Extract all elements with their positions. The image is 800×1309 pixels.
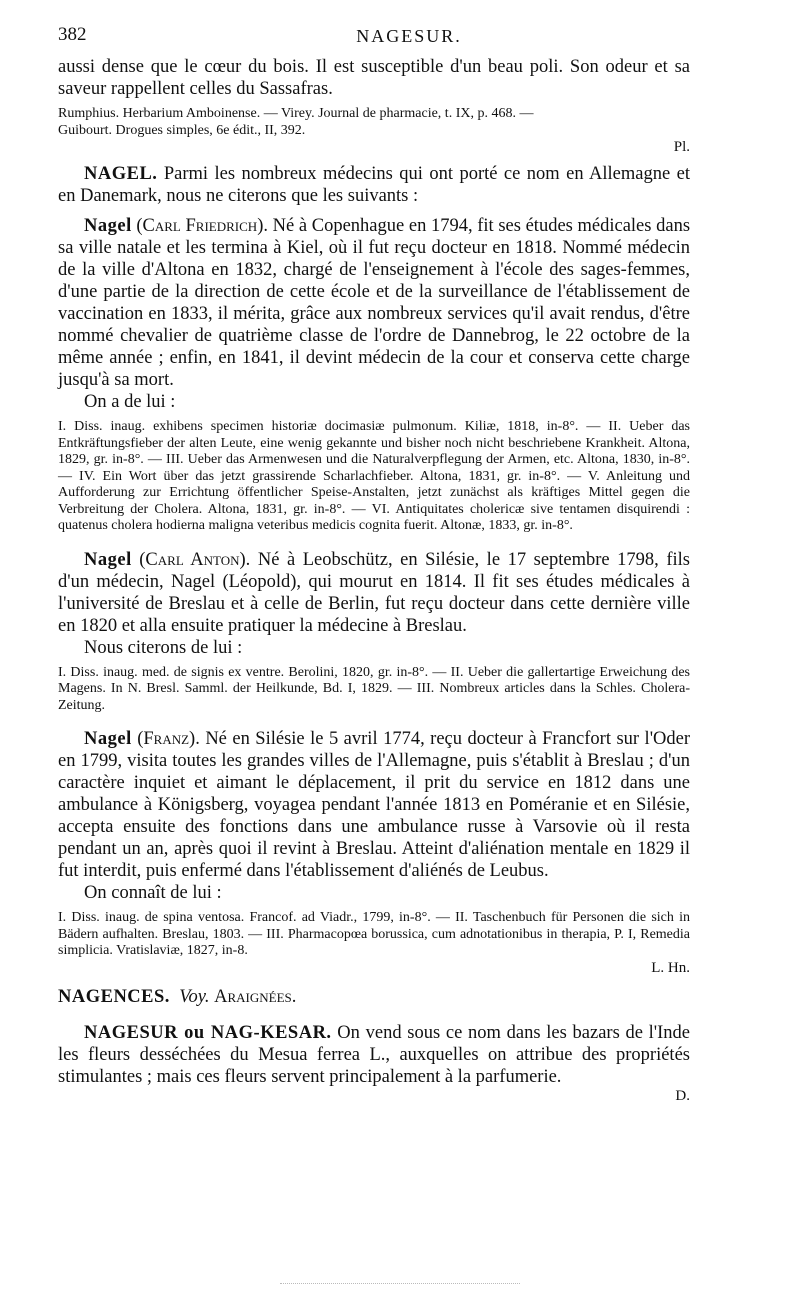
carl-anton-text: Né à Leobschütz, en Silésie, le 17 septembre 1798, fils d'un médecin, Nagel (Léopold), qui mourut en 1814. Il fit ses études médicales à l'université de Breslau et à celle de Berlin, fut reçu docteur dans cette dernière ville en 1820 et alla ensuite pratiquer la médecine à Breslau. [58,549,690,636]
page-number: 382 [58,24,87,45]
page-header [58,24,760,54]
sassafras-continuation: aussi dense que le cœur du bois. Il est susceptible d'un beau poli. Son odeur et sa saveur rappellent celles du Sassafras. [58,57,690,99]
carl-anton-given: (Carl Anton). [139,549,251,570]
nagel-text: Parmi les nombreux médecins qui ont porté ce nom en Allemagne et en Danemark, nous ne citerons que les suivants : [58,164,690,206]
nagesur-entry [58,1022,690,1088]
franz-given: (Franz). [137,729,200,749]
nagesur-text: On vend sous ce nom dans les bazars de l'Inde les fleurs desséchées du Mesua ferrea L., auxquelles on attribue des propriétés stimulantes ; mais ces fleurs servent principalement à la parfumerie. [58,1022,690,1087]
carl-friedrich-entry [58,215,690,391]
carl-friedrich-name: Nagel [84,216,132,236]
carl-anton-intro: Nous citerons de lui : [84,637,243,658]
carl-friedrich-intro: On a de lui : [84,392,176,412]
nagences-crossref: Araignées. [214,986,297,1007]
sassafras-refs-2: Guibourt. Drogues simples, 6e édit., II, 392. [58,122,306,138]
running-head: NAGESUR. [356,26,462,46]
franz-entry [58,728,690,882]
carl-anton-name: Nagel [84,549,132,570]
nagences-entry [58,986,690,1008]
nagences-headword: NAGENCES. [58,986,170,1007]
carl-anton-works: I. Diss. inaug. med. de signis ex ventre. Berolini, 1820, gr. in-8°. — II. Ueber die gallertartige Erweichung des Magens. In N. Bresl. Samml. der Heilkunde, Bd. I, 1829. — III. Nombreux articles dans la Schles. Cholera-Zeitung. [58,664,690,713]
franz-works: I. Diss. inaug. de spina ventosa. Francof. ad Viadr., 1799, in-8°. — II. Taschenbuch für Personen die sich in Bädern aufhalten. Breslau, 1803. — III. Pharmacopœa borussica, cum adnotationibus in therapia, P. I, Remedia simplicia. Vratislaviæ, 1827, in-8. [58,910,690,958]
nagesur-headword: NAGESUR ou NAG-KESAR. [84,1022,332,1043]
page-body [58,56,690,1104]
franz-signature: L. Hn. [651,959,690,976]
franz-name: Nagel [84,729,132,749]
franz-intro: On connaît de lui : [84,883,222,903]
nagel-entry [58,163,690,207]
carl-anton-entry [58,549,690,637]
sassafras-refs-1: Rumphius. Herbarium Amboinense. — Virey. Journal de pharmacie, t. IX, p. 468. — [58,106,534,121]
nagences-voy: Voy. [179,986,210,1007]
carl-friedrich-works: I. Diss. inaug. exhibens specimen historiæ docimasiæ pulmonum. Kiliæ, 1818, in-8°. — II. Ueber das Entkräftungsfieber der alten Leute, eine wenig gekannte und bisher noch nicht beschriebene Krankheit. Altona, 1829, gr. in-8°. — III. Ueber das Armenwesen und die Naturalverpflegung der Armen, etc. Altona, 1830, in-8°. — IV. Ein Wort über das jetzt grassirende Scharlachfieber. Altona, 1831, gr. in-8°. — V. Anleitung und Aufforderung zur Errichtung öffentlicher Speise-Anstalten, jetzt zunächst als kräftiges Mittel gegen die Verbreitung der Cholera. Altona, 1831, gr. in-8°. — VI. Antiquitates cholericæ sive tentamen disquirendi : quatenus cholera hodierna maligna veteribus medicis cognita fuerit. Altonæ, 1833, gr. in-8°. [58,419,690,533]
franz-text: Né en Silésie le 5 avril 1774, reçu docteur à Francfort sur l'Oder en 1799, visita toutes les grandes villes de l'Allemagne, puis s'établit à Breslau ; d'un caractère inquiet et aimant le déplacement, il prit du service en 1812 dans une ambulance à Königsberg, voyagea pendant l'année 1813 en Poméranie et en Silésie, accepta ensuite des fonctions dans une ambulance russe à Varsovie où il resta pendant un an, après quoi il revint à Breslau. Atteint d'aliénation mentale en 1829 il fut interdit, puis enfermé dans l'établissement d'aliénés de Leubus. [58,729,691,881]
carl-friedrich-text: Né à Copenhague en 1794, fit ses études médicales dans sa ville natale et les termina à Kiel, où il fut reçu docteur en 1818. Nommé médecin de la ville d'Altona en 1832, chargé de l'enseignement à l'école des sages-femmes, d'une partie de la direction de cette école et de la surveillance de l'établissement de vaccination en 1833, il mérita, grâce aux nombreux services qu'il avait rendus, d'être nommé chevalier de quatrième classe de l'ordre de Dannebrog, le 22 octobre de la même année ; enfin, en 1841, il devint médecin de la cour et conserva cette charge jusqu'à sa mort. [58,216,691,390]
footer-rule [280,1283,520,1284]
sassafras-signature: Pl. [673,139,690,155]
carl-friedrich-given: (Carl Friedrich). [136,216,268,236]
nagel-headword: NAGEL. [84,164,158,184]
nagesur-signature: D. [675,1087,690,1104]
